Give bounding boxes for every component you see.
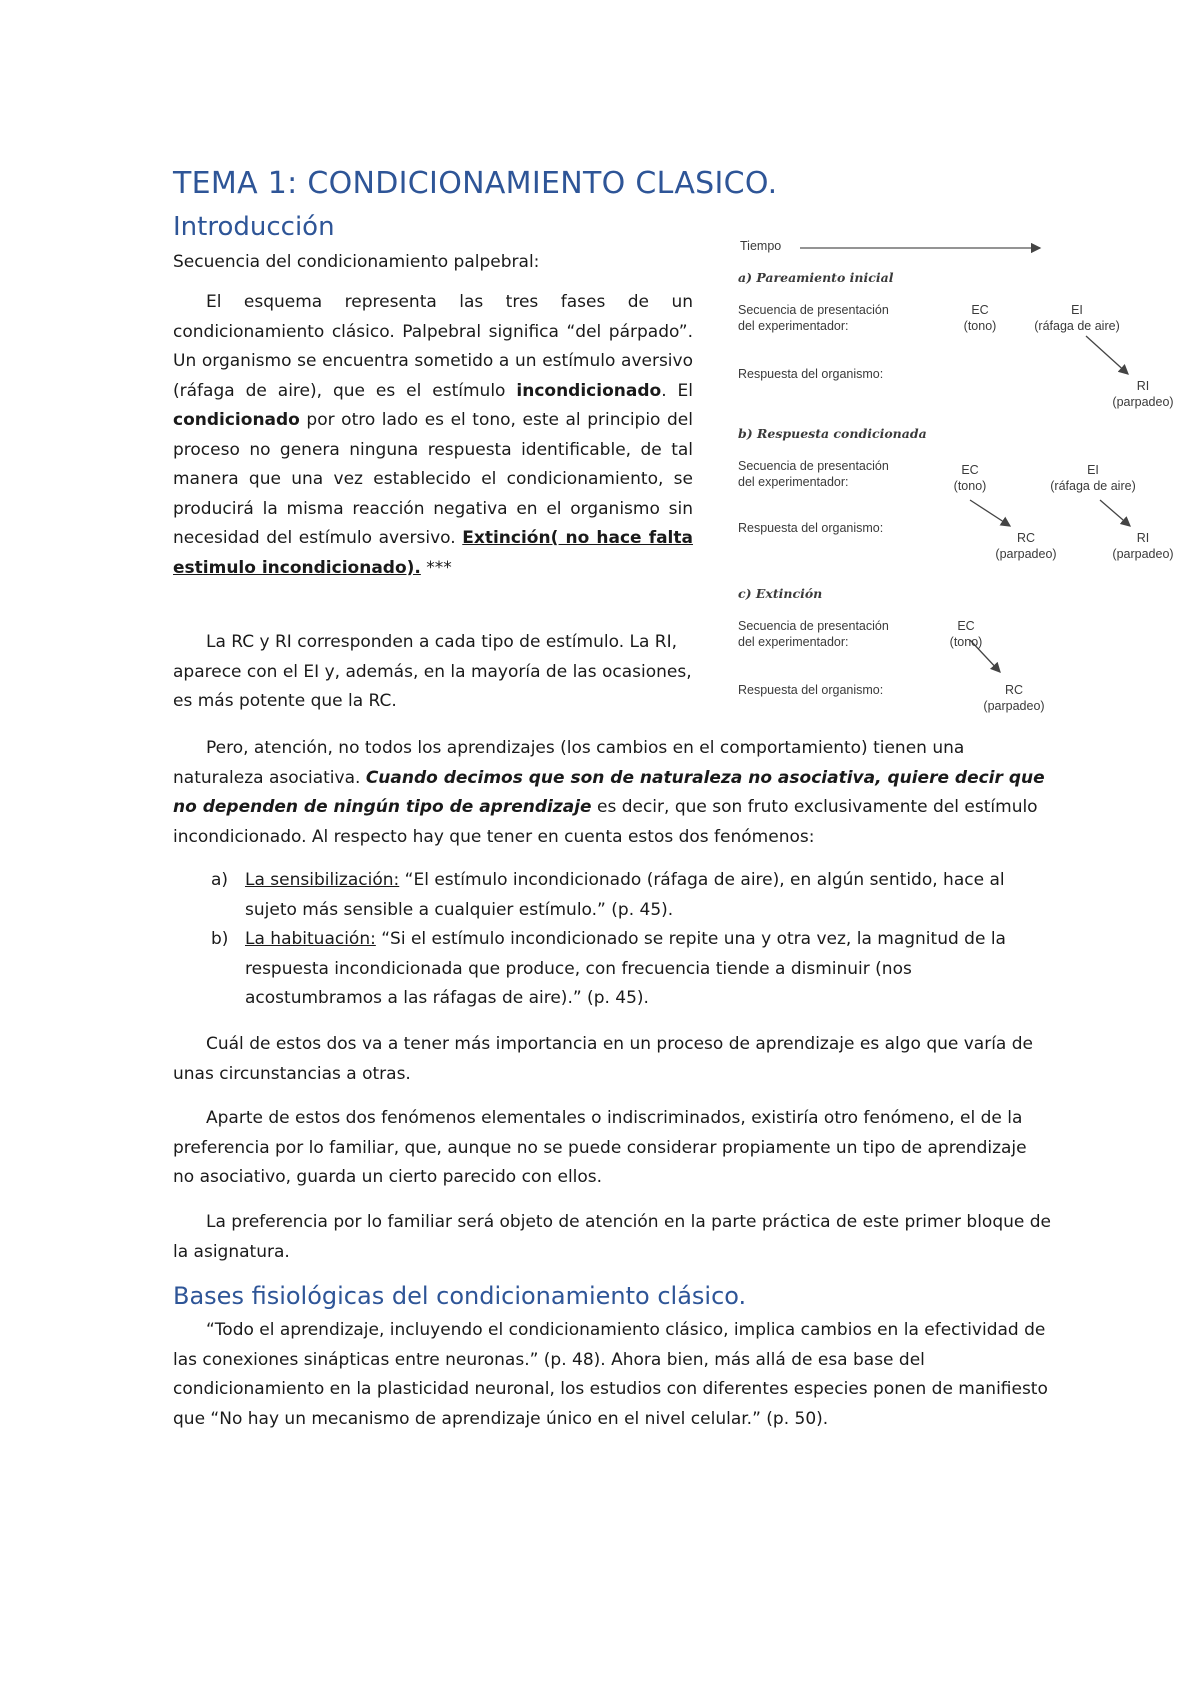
section-c-response: Respuesta del organismo: [738,683,884,697]
page-title: TEMA 1: CONDICIONAMIENTO CLASICO. [173,166,778,201]
section-c-presentation-1: Secuencia de presentación [738,619,889,633]
p3-bold-italic: Cuando decimos que son de naturaleza no asociativa, quiere decir que no dependen de ningún tipo de aprendizaje [173,767,1045,817]
list-item [173,925,1053,1014]
section-c-ec-desc: (tono) [949,635,983,649]
list-text: “El estímulo incondicionado (ráfaga de aire), en algún sentido, hace al sujeto más sensible a cualquier estímulo.” (p. 45). [245,870,1005,920]
list-term-habituacion: La habituación: [245,929,376,949]
section-b-response: Respuesta del organismo: [738,521,884,535]
section-c-rc-desc: (parpadeo) [983,699,1045,713]
conditioning-diagram [730,230,1180,720]
section-a-response: Respuesta del organismo: [738,367,884,381]
p3-text-1: Pero, atención, no todos los aprendizajes (los cambios en el comportamiento) tienen una naturaleza asociativa. [173,738,965,788]
paragraph-practica: La preferencia por lo familiar será objeto de atención en la parte práctica de este primer bloque de la asignatura. [173,1212,1052,1262]
p1-bold-incondicionado: incondicionado [516,380,662,401]
section-a-presentation-1: Secuencia de presentación [738,303,889,317]
section-a-ri-desc: (parpadeo) [1112,395,1174,409]
arrow-ec-rc-b [970,500,1010,526]
section-a-ec-desc: (tono) [963,319,997,333]
intro-heading: Introducción [173,212,335,242]
list-marker: a) [211,870,229,890]
list-item [173,866,1053,925]
section-b-label: b) Respuesta condicionada [738,426,927,441]
section-b-rc: RC [1016,531,1036,545]
section-b-ec-desc: (tono) [953,479,987,493]
section-b-ri: RI [1136,531,1150,545]
section-b-ri-desc: (parpadeo) [1112,547,1174,561]
paragraph-rc-ri: La RC y RI corresponden a cada tipo de estímulo. La RI, aparece con el EI y, además, en la mayoría de las ocasiones, es más potente que la RC. [173,632,692,711]
p1-extincion: Extinción( no hace falta estimulo incondicionado). [173,528,693,578]
section-b-ei: EI [1087,463,1099,477]
list-marker: b) [211,929,229,949]
section-b-rc-desc: (parpadeo) [995,547,1057,561]
section-b-ei-desc: (ráfaga de aire) [1050,479,1136,493]
p1-text-1: El esquema representa las tres fases de un condicionamiento clásico. Palpebral significa “del párpado”. Un organismo se encuentra sometido a un estímulo aversivo (ráfaga de aire), que es el estímulo [173,292,693,401]
section-a-ei: EI [1071,303,1083,317]
section-b-presentation-1: Secuencia de presentación [738,459,889,473]
paragraph-importancia: Cuál de estos dos va a tener más importancia en un proceso de aprendizaje es algo que varía de unas circunstancias a otras. [173,1034,1034,1084]
paragraph-no-asociativo [173,734,1053,852]
intro-subtitle: Secuencia del condicionamiento palpebral: [173,252,540,272]
list-term-sensibilizacion: La sensibilización: [245,870,400,890]
section-c-ec: EC [957,619,975,633]
arrow-ei-ri-b [1100,500,1130,526]
arrow-ei-ri-a [1086,336,1128,374]
p3-text-2: es decir, que son fruto exclusivamente del estímulo incondicionado. Al respecto hay que tener en cuenta estos dos fenómenos: [173,797,1038,847]
bases-heading: Bases fisiológicas del condicionamiento clásico. [173,1282,747,1310]
phenomena-list [173,866,1053,1014]
section-b-ec: EC [961,463,979,477]
section-a-ei-desc: (ráfaga de aire) [1034,319,1120,333]
section-a-label: a) Pareamiento inicial [738,270,894,285]
section-a-ri: RI [1136,379,1150,393]
section-a-presentation-2: del experimentador: [738,319,849,333]
list-text: “Si el estímulo incondicionado se repite una y otra vez, la magnitud de la respuesta incondicionada que produce, con frecuencia tiende a disminuir (nos acostumbramos a las ráfagas de aire).” (p. 45). [245,929,1006,1008]
section-a-ec: EC [971,303,989,317]
section-c-rc: RC [1004,683,1024,697]
p1-text-2: . El [661,380,693,401]
diagram-time-label: Tiempo [740,239,782,253]
paragraph-schema [173,288,693,583]
p1-text-3: por otro lado es el tono, este al principio del proceso no genera ninguna respuesta identificable, de tal manera que una vez establecido el condicionamiento, se producirá la misma reacción negativa en el organismo sin necesidad del estímulo aversivo. [173,410,693,548]
paragraph-bases: “Todo el aprendizaje, incluyendo el condicionamiento clásico, implica cambios en la efectividad de las conexiones sinápticas entre neuronas.” (p. 48). Ahora bien, más allá de esa base del condicionamiento en la plasticidad neuronal, los estudios con diferentes especies ponen de manifiesto que “No hay un mecanismo de aprendizaje único en el nivel celular.” (p. 50). [173,1320,1048,1429]
p1-text-4: *** [420,557,452,578]
section-c-presentation-2: del experimentador: [738,635,849,649]
section-c-label: c) Extinción [738,586,823,601]
section-b-presentation-2: del experimentador: [738,475,849,489]
p1-bold-condicionado: condicionado [173,410,300,430]
paragraph-preferencia: Aparte de estos dos fenómenos elementales o indiscriminados, existiría otro fenómeno, el de la preferencia por lo familiar, que, aunque no se puede considerar propiamente un tipo de aprendizaje no asociativo, guarda un cierto parecido con ellos. [173,1108,1027,1187]
